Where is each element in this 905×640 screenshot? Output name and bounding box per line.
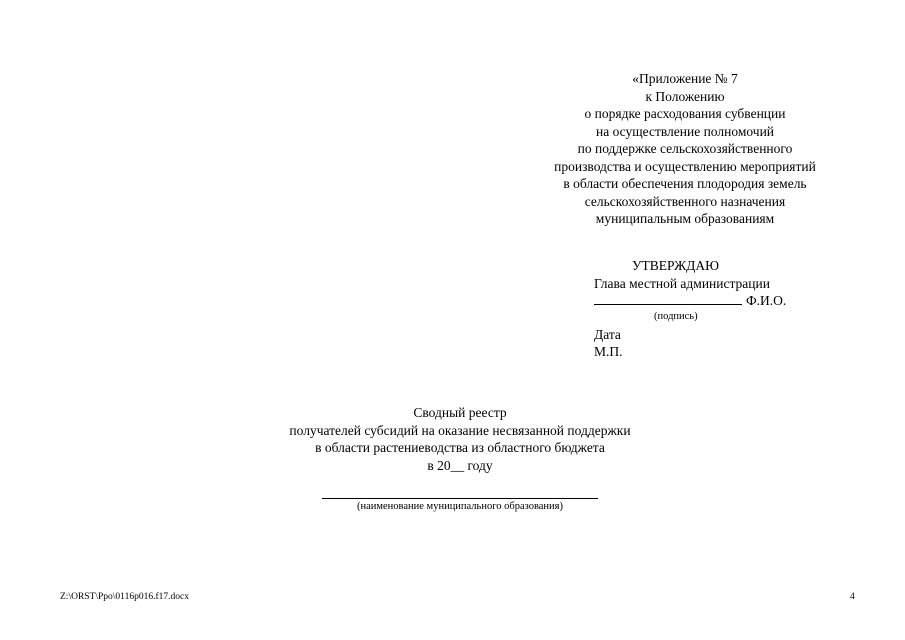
municipality-line bbox=[322, 486, 598, 499]
appendix-line: о порядке расходования субвенции bbox=[584, 106, 786, 121]
municipality-field bbox=[320, 486, 600, 514]
page-number: 4 bbox=[850, 592, 855, 602]
signature-row bbox=[594, 292, 834, 310]
appendix-header bbox=[530, 70, 840, 228]
register-title: Сводный реестр bbox=[413, 405, 507, 420]
register-line: получателей субсидий на оказание несвязанной поддержки bbox=[289, 422, 631, 438]
appendix-line: по поддержке сельскохозяйственного bbox=[577, 141, 793, 156]
appendix-line: в области обеспечения плодородия земель bbox=[563, 176, 807, 191]
appendix-line: муниципальным образованиям bbox=[595, 211, 775, 226]
signature-caption: (подпись) bbox=[654, 310, 698, 322]
approval-fio: Ф.И.О. bbox=[746, 293, 787, 308]
register-year: в 20__ году bbox=[427, 457, 493, 473]
municipality-caption: (наименование муниципального образования) bbox=[356, 501, 564, 512]
register-title-block bbox=[220, 404, 700, 474]
appendix-line: к Положению bbox=[645, 88, 725, 104]
approval-block bbox=[594, 257, 834, 361]
footer-file-path: Z:\ORST\Ppo\0116p016.f17.docx bbox=[60, 592, 189, 602]
appendix-title: «Приложение № 7 bbox=[632, 71, 738, 86]
register-line: в области растениеводства из областного бюджета bbox=[315, 440, 605, 455]
date-label: Дата bbox=[594, 326, 621, 342]
signature-line bbox=[594, 292, 742, 305]
approval-title: УТВЕРЖДАЮ bbox=[632, 258, 720, 273]
appendix-line: на осуществление полномочий bbox=[595, 123, 775, 139]
stamp-label: М.П. bbox=[594, 344, 623, 359]
appendix-line: сельскохозяйственного назначения bbox=[584, 193, 786, 209]
approval-position: Глава местной администрации bbox=[594, 275, 770, 291]
appendix-line: производства и осуществлению мероприятий bbox=[554, 158, 816, 174]
